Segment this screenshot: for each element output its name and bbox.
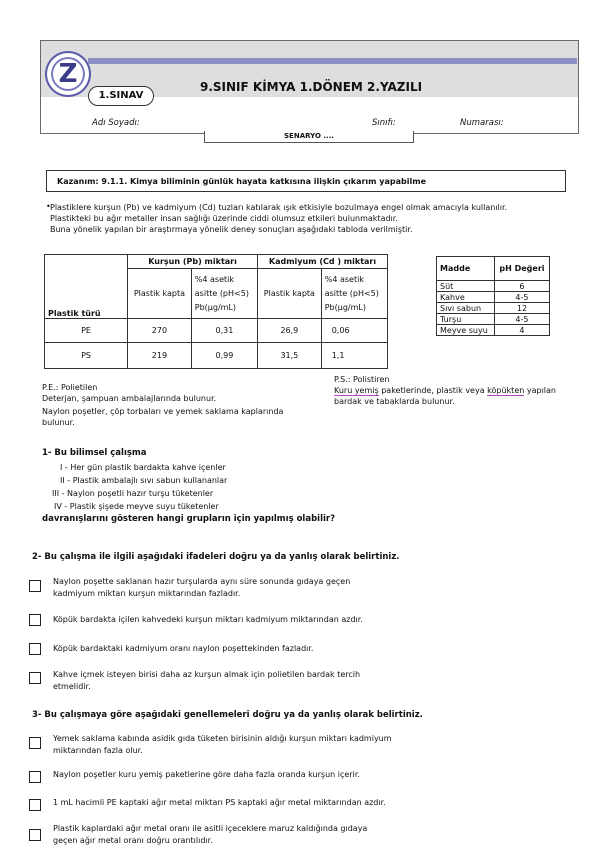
sub-header-asit: %4 asetik asitte (pH<5) Pb(µg/mL) xyxy=(191,269,257,319)
table-row: Meyve suyu 4 xyxy=(437,325,550,336)
answer-checkbox[interactable] xyxy=(29,643,41,655)
table-row: Sıvı sabun 12 xyxy=(437,303,550,314)
sub-header-kapta: Plastik kapta xyxy=(128,269,192,319)
question-2-title: 2- Bu çalışma ile ilgili aşağıdaki ifadeleri doğru ya da yanlış olarak belirtiniz. xyxy=(32,552,400,562)
ps-note: P.S.: Polistiren Kuru yemiş paketlerinde, plastik veya köpükten yapılan bardak ve tabaklarda bulunur. xyxy=(334,375,556,406)
bullet-icon: • xyxy=(46,202,51,211)
kazanim-box: Kazanım: 9.1.1. Kimya biliminin günlük hayata katkısına ilişkin çıkarım yapabilme xyxy=(46,170,566,192)
statement-2-4: Kahve içmek isteyen birisi daha az kurşun almak için polietilen bardak tercih etmelidir. xyxy=(53,670,361,691)
intro-paragraph: • Plastiklere kurşun (Pb) ve kadmiyum (Cd) tuzları katılarak ışık etkisiyle bozulmaya engel olmak amacıyla kullanılır. Plastikteki bu ağır metaller insan sağlığı üzerinde ciddi olumsuz etkileri bulunmaktadır. Buna yönelik yapılan bir araştırmaya yönelik deney sonuçları aşağıdaki tabloda verilmiştir. xyxy=(46,202,508,234)
table-row: Turşu 4-5 xyxy=(437,314,550,325)
ph-header-madde: Madde xyxy=(437,257,495,281)
sub-header-kapta: Plastik kapta xyxy=(258,269,322,319)
pe-note: P.E.: Polietilen Deterjan, şampuan ambalajlarında bulunur. Naylon poşetler, çöp torbaları ve yemek saklama kaplarında bulunur. xyxy=(42,383,284,427)
ph-table xyxy=(436,256,550,336)
list-item: IV - Plastik şişede meyve suyu tüketenler xyxy=(54,502,219,511)
question-3-title: 3- Bu çalışmaya göre aşağıdaki genellemeleri doğru ya da yanlış olarak belirtiniz. xyxy=(32,710,423,720)
list-item: III - Naylon poşetli hazır turşu tüketenler xyxy=(52,489,214,498)
list-item: II - Plastik ambalajlı sıvı sabun kullananlar xyxy=(60,476,228,485)
table-row: Süt 6 xyxy=(437,281,550,292)
statement-3-3: 1 mL hacimli PE kaptaki ağır metal miktarı PS kaptaki ağır metal miktarından azdır. xyxy=(53,798,386,807)
exam-badge: 1.SINAV xyxy=(88,86,154,106)
answer-checkbox[interactable] xyxy=(29,799,41,811)
answer-checkbox[interactable] xyxy=(29,771,41,783)
statement-3-4: Plastik kaplardaki ağır metal oranı ile asitli içeceklere maruz kaldığında gıdaya geçen ağır metal oranı doğru orantılıdır. xyxy=(53,824,368,845)
class-label: Sınıfı: xyxy=(372,118,396,128)
col-header-pb: Kurşun (Pb) miktarı xyxy=(128,255,258,269)
answer-checkbox[interactable] xyxy=(29,672,41,684)
question-1-prompt: davranışlarını gösteren hangi grupların için yapılmış olabilir? xyxy=(42,514,336,524)
table-row: PS 219 0,99 31,5 1,1 xyxy=(45,343,388,369)
statement-2-2: Köpük bardakta içilen kahvedeki kurşun miktarı kadmiyum miktarından azdır. xyxy=(53,615,363,624)
header-accent-bar xyxy=(88,58,577,64)
heavy-metal-table xyxy=(44,254,388,369)
scenario-label: SENARYO .... xyxy=(204,131,414,143)
statement-2-3: Köpük bardaktaki kadmiyum oranı naylon poşettekinden fazladır. xyxy=(53,644,314,653)
name-label: Adı Soyadı: xyxy=(92,118,140,128)
sub-header-asit: %4 asetik asitte (pH<5) Pb(µg/mL) xyxy=(321,269,387,319)
list-item: I - Her gün plastik bardakta kahve içenler xyxy=(60,463,226,472)
highlight-kopukten: köpükten xyxy=(487,386,525,395)
question-1-title: 1- Bu bilimsel çalışma xyxy=(42,448,147,458)
row-header-cell: Plastik türü xyxy=(45,255,128,319)
table-row: Kahve 4-5 xyxy=(437,292,550,303)
school-logo-icon: Z xyxy=(45,51,91,97)
answer-checkbox[interactable] xyxy=(29,580,41,592)
answer-checkbox[interactable] xyxy=(29,614,41,626)
question-1-items xyxy=(52,461,228,513)
answer-checkbox[interactable] xyxy=(29,737,41,749)
statement-3-2: Naylon poşetler kuru yemiş paketlerine göre daha fazla oranda kurşun içerir. xyxy=(53,770,360,779)
col-header-cd: Kadmiyum (Cd ) miktarı xyxy=(258,255,388,269)
number-label: Numarası: xyxy=(460,118,504,128)
answer-checkbox[interactable] xyxy=(29,829,41,841)
statement-2-1: Naylon poşette saklanan hazır turşularda aynı süre sonunda gıdaya geçen kadmiyum miktarı kurşun miktarından fazladır. xyxy=(53,577,351,598)
highlight-kuru-yemis: Kuru yemiş xyxy=(334,386,379,395)
statement-3-1: Yemek saklama kabında asidik gıda tüketen birisinin aldığı kurşun miktarı kadmiyum miktarından fazla olur. xyxy=(53,734,392,755)
exam-title: 9.SINIF KİMYA 1.DÖNEM 2.YAZILI xyxy=(200,80,423,94)
table-row: PE 270 0,31 26,9 0,06 xyxy=(45,319,388,343)
ph-header-value: pH Değeri xyxy=(494,257,549,281)
